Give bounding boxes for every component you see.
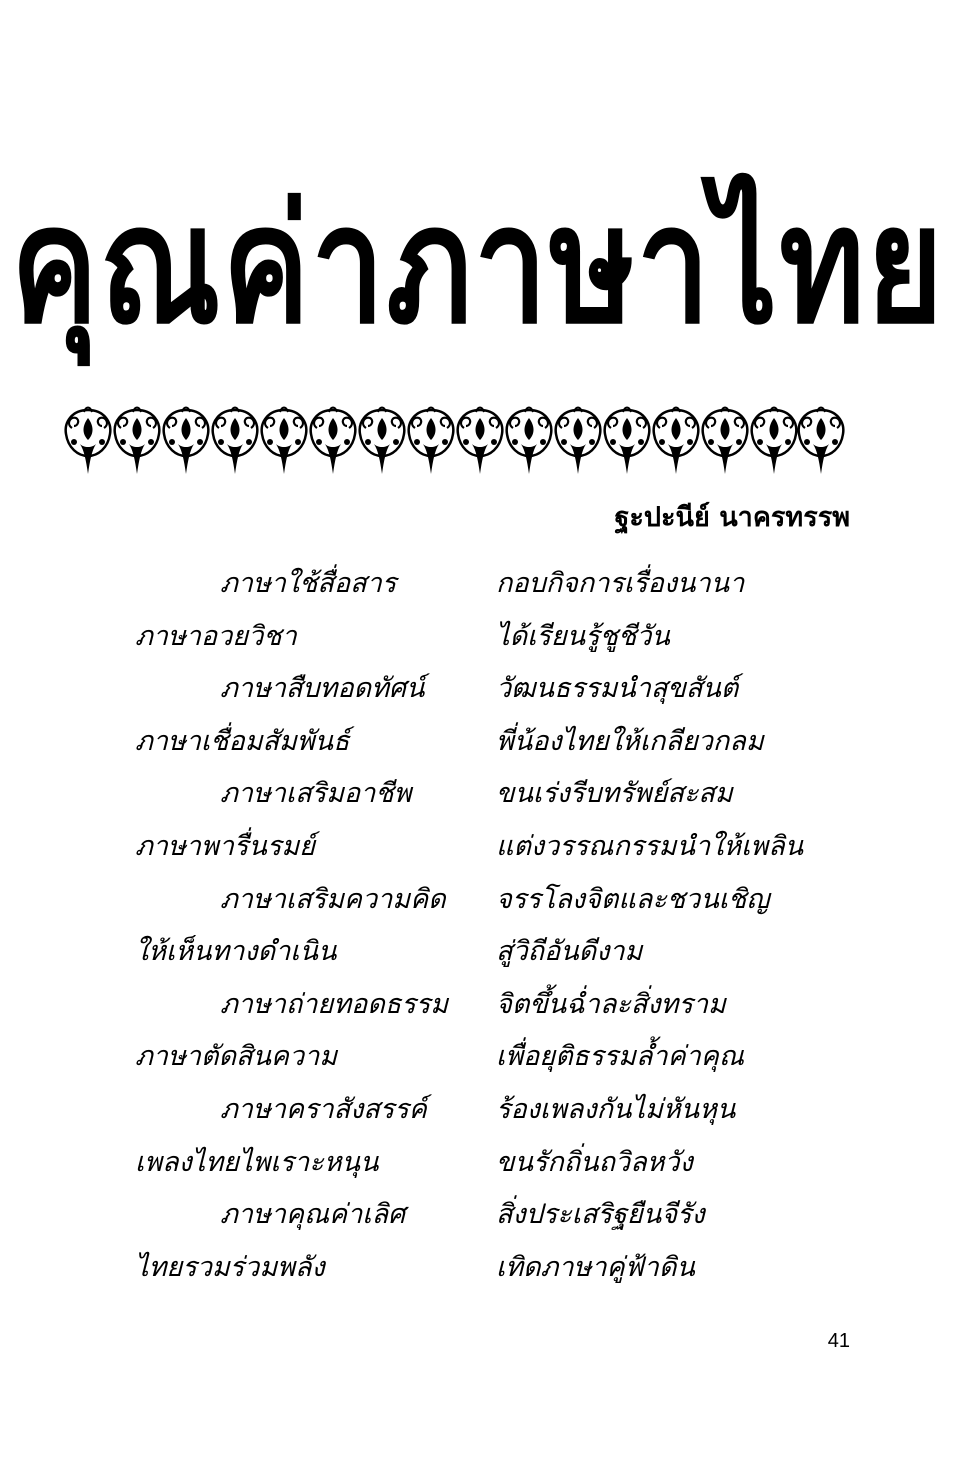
ornament-border <box>62 402 847 480</box>
poem-line <box>0 1037 956 1090</box>
verse-second-half: สิ่งประเสริฐยืนจีรัง <box>496 1199 705 1231</box>
verse-second-half: เพื่อยุติธรรมล้ำค่าคุณ <box>496 1041 744 1073</box>
poem-line <box>0 1090 956 1143</box>
verse-second-half: กอบกิจการเรื่องนานา <box>496 568 745 599</box>
verse-first-half: ภาษาคราสังสรรค์ <box>220 1093 427 1125</box>
poem-line <box>0 1248 956 1301</box>
poem-line <box>0 774 956 827</box>
verse-second-half: จรรโลงจิตและชวนเชิญ <box>496 883 770 915</box>
poem-line <box>0 722 956 775</box>
poem-line <box>0 827 956 880</box>
verse-second-half: พี่น้องไทยให้เกลียวกลม <box>496 725 764 757</box>
verse-second-half: แต่งวรรณกรรมนำให้เพลิน <box>496 830 804 862</box>
verse-second-half: ขนเร่งรีบทรัพย์สะสม <box>496 778 733 810</box>
verse-second-half: ได้เรียนรู้ชูชีวัน <box>496 620 670 652</box>
poem-line <box>0 985 956 1038</box>
verse-first-half: ภาษาคุณค่าเลิศ <box>220 1199 406 1231</box>
verse-first-half: ให้เห็นทางดำเนิน <box>135 936 337 968</box>
verse-second-half: ร้องเพลงกันไม่หันหุน <box>496 1093 736 1125</box>
poem-line <box>0 1143 956 1196</box>
poem-title: คุณค่าภาษาไทย <box>10 170 946 360</box>
poem-body <box>0 564 956 1300</box>
verse-first-half: ไทยรวมร่วมพลัง <box>135 1251 325 1283</box>
verse-first-half: ภาษาเสริมความคิด <box>220 883 446 915</box>
poem-line <box>0 617 956 670</box>
verse-first-half: ภาษาอวยวิชา <box>135 620 297 652</box>
verse-second-half: ขนรักถิ่นถวิลหวัง <box>496 1146 693 1178</box>
poem-line <box>0 1195 956 1248</box>
verse-second-half: เทิดภาษาคู่ฟ้าดิน <box>496 1251 695 1283</box>
verse-second-half: วัฒนธรรมนำสุขสันต์ <box>496 673 739 705</box>
poem-line <box>0 880 956 933</box>
verse-first-half: ภาษาตัดสินความ <box>135 1041 338 1073</box>
verse-first-half: ภาษาถ่ายทอดธรรม <box>220 988 449 1020</box>
verse-first-half: ภาษาสืบทอดทัศน์ <box>220 673 425 705</box>
verse-first-half: เพลงไทยไพเราะหนุน <box>135 1146 379 1178</box>
poem-line <box>0 564 956 617</box>
author-name: ฐะปะนีย์ นาครทรรพ <box>614 502 850 533</box>
verse-first-half: ภาษาพารื่นรมย์ <box>135 830 315 862</box>
verse-first-half: ภาษาเสริมอาชีพ <box>220 778 412 810</box>
poem-line <box>0 932 956 985</box>
page-number: 41 <box>827 1330 850 1352</box>
verse-first-half: ภาษาเชื่อมสัมพันธ์ <box>135 725 350 757</box>
verse-first-half: ภาษาใช้สื่อสาร <box>220 568 397 599</box>
verse-second-half: จิตขึ้นฉ่ำละสิ่งทราม <box>496 988 726 1020</box>
title-block <box>0 150 956 380</box>
poem-line <box>0 669 956 722</box>
verse-second-half: สู่วิถีอันดีงาม <box>496 936 643 968</box>
